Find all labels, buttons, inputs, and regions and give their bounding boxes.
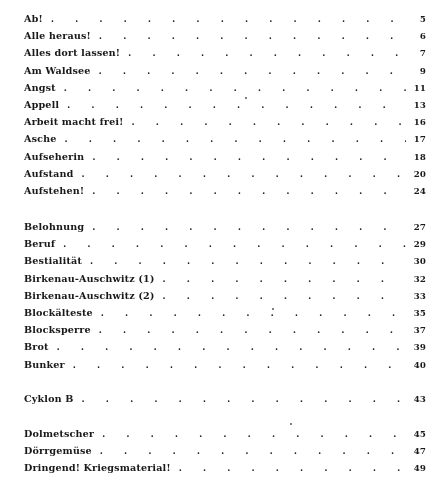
dot-leader xyxy=(67,98,406,115)
dot-leader xyxy=(92,150,406,167)
entry-page-number: 43 xyxy=(413,394,426,405)
toc-entry xyxy=(24,460,426,477)
section-spacer xyxy=(24,408,426,426)
entry-title: Brot xyxy=(24,342,49,354)
entry-title: Arbeit macht frei! xyxy=(24,117,124,129)
dot-leader xyxy=(73,358,406,375)
entry-title: Dolmetscher xyxy=(24,428,95,440)
toc-entry xyxy=(24,97,426,114)
dot-leader xyxy=(63,237,406,254)
entry-page-number: 13 xyxy=(413,100,426,111)
toc-entry xyxy=(24,80,426,97)
entry-title: Blocksperre xyxy=(24,325,91,337)
entry-page-number: 47 xyxy=(413,447,426,458)
toc-entry xyxy=(24,339,426,356)
dot-leader xyxy=(99,29,406,46)
dot-leader xyxy=(82,392,406,409)
dot-leader xyxy=(81,167,406,184)
entry-title: Birkenau-Auschwitz (2) xyxy=(24,290,155,302)
entry-title: Asche xyxy=(24,134,57,146)
toc-entry xyxy=(24,426,426,443)
toc-entry xyxy=(24,322,426,339)
entry-page-number: 27 xyxy=(413,223,426,234)
dot-leader xyxy=(51,12,406,29)
entry-page-number: 17 xyxy=(413,135,426,146)
toc-entry xyxy=(24,357,426,374)
entry-page-number: 16 xyxy=(413,118,426,129)
dot-leader xyxy=(64,81,406,98)
entry-title: Beruf xyxy=(24,239,56,251)
entry-page-number: 49 xyxy=(413,464,426,475)
print-speck xyxy=(245,97,247,99)
toc-group-a xyxy=(24,11,426,200)
entry-title: Bestialität xyxy=(24,256,82,268)
entry-page-number: 33 xyxy=(413,291,426,302)
print-speck xyxy=(290,423,292,425)
entry-page-number: 5 xyxy=(419,15,426,25)
entry-title: Ab! xyxy=(24,14,43,25)
toc-entry xyxy=(24,149,426,166)
toc-entry xyxy=(24,28,426,45)
toc-entry xyxy=(24,63,426,80)
toc-entry xyxy=(24,166,426,183)
entry-title: Angst xyxy=(24,82,56,94)
entry-page-number: 39 xyxy=(413,343,426,354)
section-spacer xyxy=(24,374,426,391)
entry-title: Bunker xyxy=(24,359,65,371)
section-spacer xyxy=(24,200,426,219)
toc-entry xyxy=(24,443,426,460)
entry-title: Aufstehen! xyxy=(24,185,85,197)
toc-entry xyxy=(24,391,426,408)
entry-page-number: 40 xyxy=(413,360,426,371)
entry-title: Alles dort lassen! xyxy=(24,48,121,60)
entry-title: Aufstand xyxy=(24,168,74,180)
toc-entry xyxy=(24,271,426,288)
dot-leader xyxy=(90,254,406,271)
dot-leader xyxy=(100,444,406,461)
entry-page-number: 7 xyxy=(419,49,426,60)
toc-entry xyxy=(24,219,426,236)
entry-page-number: 37 xyxy=(413,326,426,337)
dot-leader xyxy=(163,289,406,306)
dot-leader xyxy=(57,340,406,357)
toc-group-c xyxy=(24,391,426,408)
entry-title: Aufseherin xyxy=(24,151,85,163)
toc-entry xyxy=(24,305,426,322)
toc-entry xyxy=(24,183,426,200)
entry-title: Dörrgemüse xyxy=(24,446,92,458)
dot-leader xyxy=(102,427,406,444)
entry-page-number: 9 xyxy=(419,66,426,77)
toc-entry xyxy=(24,236,426,253)
dot-leader xyxy=(65,132,406,149)
entry-page-number: 20 xyxy=(413,169,426,180)
entry-title: Dringend! Kriegsmaterial! xyxy=(24,463,171,475)
toc-entry xyxy=(24,114,426,131)
entry-page-number: 32 xyxy=(413,274,426,285)
entry-page-number: 6 xyxy=(419,32,426,43)
entry-title: Blockälteste xyxy=(24,308,93,319)
dot-leader xyxy=(92,220,406,237)
entry-title: Appell xyxy=(24,99,60,111)
dot-leader xyxy=(99,64,406,81)
toc-group-d xyxy=(24,426,426,478)
entry-page-number: 11 xyxy=(413,83,426,94)
entry-page-number: 30 xyxy=(413,257,426,268)
entry-title: Belohnung xyxy=(24,222,85,234)
entry-page-number: 29 xyxy=(413,240,426,251)
dot-leader xyxy=(101,306,406,323)
table-of-contents xyxy=(24,11,426,478)
entry-title: Cyklon B xyxy=(24,393,74,405)
print-speck xyxy=(272,308,274,310)
entry-title: Am Waldsee xyxy=(24,65,91,77)
entry-page-number: 35 xyxy=(413,309,426,319)
entry-page-number: 18 xyxy=(413,152,426,163)
dot-leader xyxy=(99,323,406,340)
toc-entry xyxy=(24,45,426,62)
dot-leader xyxy=(132,115,406,132)
toc-entry xyxy=(24,11,426,28)
dot-leader xyxy=(179,461,406,478)
entry-page-number: 24 xyxy=(413,186,426,197)
entry-title: Birkenau-Auschwitz (1) xyxy=(24,273,155,285)
toc-entry xyxy=(24,288,426,305)
toc-group-b xyxy=(24,219,426,374)
dot-leader xyxy=(163,272,406,289)
toc-entry xyxy=(24,131,426,148)
entry-page-number: 45 xyxy=(413,429,426,440)
toc-entry xyxy=(24,253,426,270)
entry-title: Alle heraus! xyxy=(24,31,91,43)
dot-leader xyxy=(128,46,406,63)
dot-leader xyxy=(92,184,406,201)
